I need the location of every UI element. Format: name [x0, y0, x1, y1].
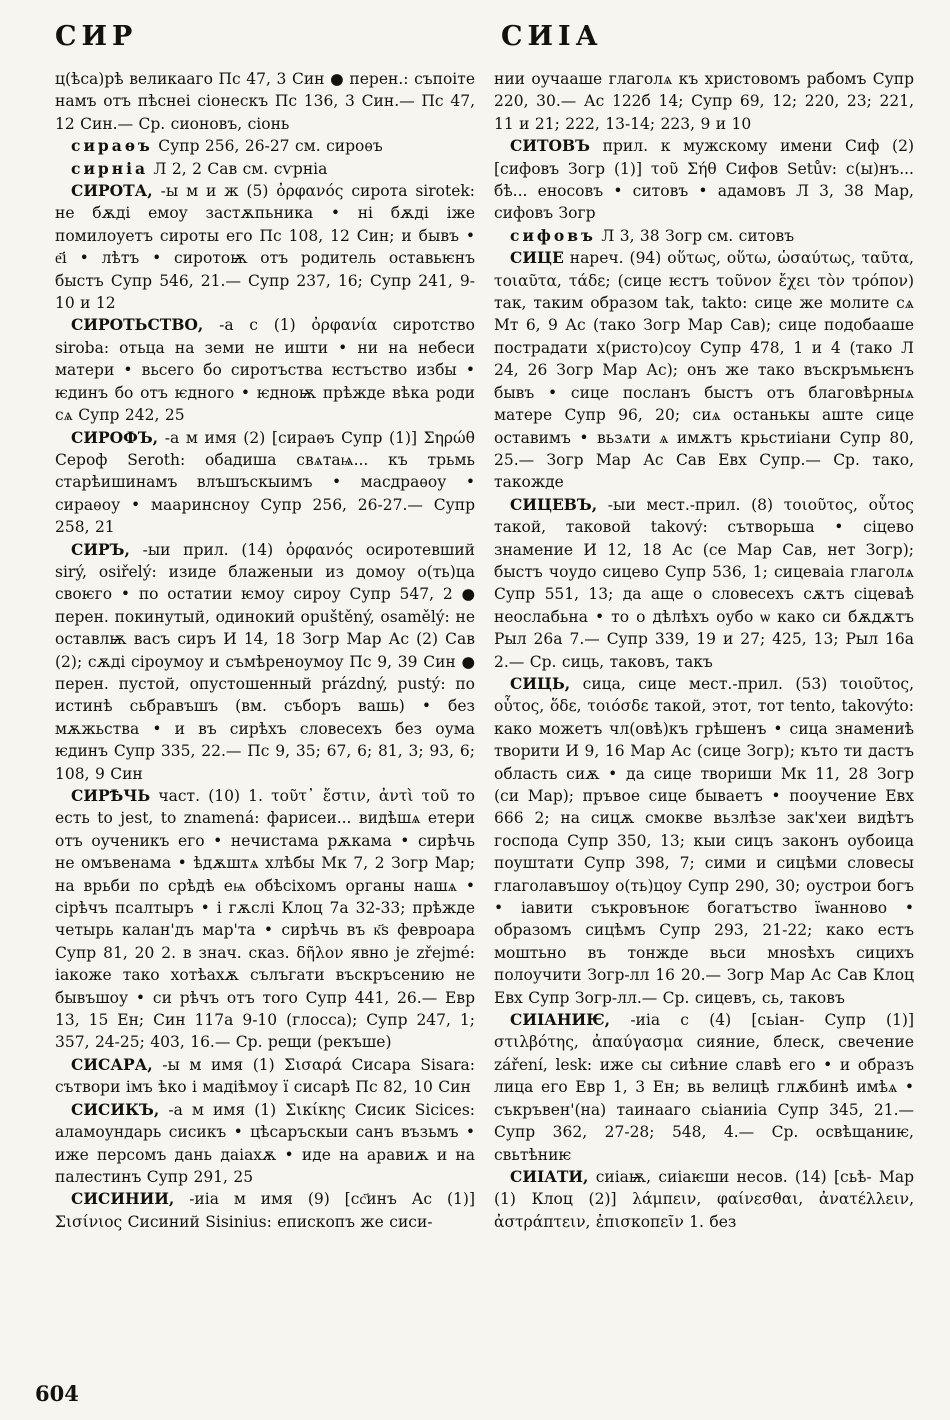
entry-continuation [55, 68, 475, 135]
entry-body: -иіа м имя (9) [сс҃инъ Ас (1)] Σισίνιος Сисиний Sisinius: епископъ же сиси- [55, 1190, 475, 1231]
headword: СИСАРА, [71, 1054, 153, 1074]
headword: СИСИКЪ, [71, 1099, 160, 1119]
headword: СИІАНИѤ, [510, 1010, 611, 1030]
headword: СИРОТА, [71, 181, 153, 201]
dictionary-entry [55, 1188, 475, 1233]
left-column [55, 68, 475, 1233]
dictionary-entry [494, 1166, 914, 1233]
entry-body: -а с (1) ὀρφανία сиротство siroba: отьца на земи не ишти • ни на небеси матери • вьсего бо сиротъства ѥстъство избы • ѥдинъ бо отъ ѥдного • ѥдноѭ прѣжде вѣка роди сѧ Супр 242, 25 [55, 316, 475, 425]
entry-body: -ы м имя (1) Σισαρά Сисара Sisara: сътвори імъ ѣко і мадіѣмоу ї сисарѣ Пс 82, 10 Син [55, 1055, 475, 1097]
page-number: 604 [35, 1381, 79, 1406]
dictionary-entry [55, 427, 475, 539]
dictionary-entry [494, 673, 914, 1009]
running-heads [55, 22, 914, 52]
headword: сираѳъ [71, 136, 153, 156]
entry-body: нии оучааше глаголѧ къ христовомъ рабомъ Супр 220, 30.— Ас 122б 14; Супр 69, 12; 220, 23; 221, 11 и 21; 222, 13-14; 223, 9 и 10 [494, 70, 914, 133]
headword: СИРѢЧЬ [71, 786, 151, 805]
entry-body: прил. к мужскому имени Сиф (2) [сифовъ Зогр (1)] τοῦ Σήθ Сифов Setův: с(ы)нъ... бѣ... еносовъ • ситовъ • адамовъ Л 3, 38 Мар, сифовъ Зогр [494, 137, 914, 223]
dictionary-entry [494, 247, 914, 493]
headword: СИЦЕВЪ, [510, 494, 598, 514]
running-head-right: СИІА [501, 21, 603, 52]
dictionary-entry [55, 158, 475, 180]
dictionary-entry [494, 1009, 914, 1166]
headword: сирніа [71, 158, 149, 178]
entry-body: -ы м и ж (5) ὀρφανός сирота sirotek: не бѫді емоу застѫпьника • ні бѫді іже помилоуетъ сироты его Пс 108, 12 Син; и бывъ • е҃і • лѣтъ • сиротоѭ отъ родитель оставьѥнъ быстъ Супр 546, 21.— Супр 237, 16; Супр 241, 9-10 и 12 [55, 182, 475, 313]
dictionary-entry [55, 314, 475, 426]
headword: СИІАТИ, [510, 1166, 589, 1186]
running-head-left: СИР [55, 21, 138, 52]
dictionary-entry [55, 1054, 475, 1099]
dictionary-entry [494, 494, 914, 673]
entry-body: Л 2, 2 Сав см. сѵрніа [153, 159, 328, 178]
headword: СИРОФЪ, [71, 427, 159, 447]
dictionary-entry [55, 785, 475, 1054]
dictionary-entry [55, 539, 475, 785]
entry-continuation [494, 68, 914, 135]
headword: СИЦЬ, [510, 673, 571, 693]
entry-body: ц(ѣса)рѣ великааго Пс 47, 3 Син ● перен.: съпоіте намъ отъ пѣснеі сіонескъ Пс 136, 3 Син.— Пс 47, 12 Син.— Ср. сионовъ, сіонь [55, 70, 475, 133]
entry-body: Л 3, 38 Зогр см. ситовъ [601, 226, 795, 245]
entry-body: сица, сице мест.-прил. (53) τοιοῦτος, οὗτος, ὅδε, τοιόσδε такой, этот, тот tento, takovýto: како можетъ чл(овѣ)къ грѣшенъ • сица знамениѣ творити И 9, 16 Мар Ас (сице Зогр); къто ти дастъ область сиѫ • да сице твориши Мк 11, 28 Зогр (си Мар); пръвое сице бываетъ • пооучение Евх 666 2; на сицѫ смокве вьзлѣзе зак'хеи видѣтъ господа Супр 350, 13; кыи сицъ законъ оубоица поуштати Супр 398, 7; сими и сицѣми словесы глаголавъшоу о(ть)цоу Супр 290, 30; оустрои богъ • іавити съкровъноѥ богатъство їѡанново • образомъ сицѣмъ Супр 293, 21-22; како естъ моштьно въ тонжде вьси мноѕѣхъ сицихъ полоучити Зогр-лл 16 20.— Зогр Мар Ас Сав Клоц Евх Супр Зогр-лл.— Ср. сицевъ, сь, таковъ [494, 674, 914, 1007]
dictionary-entry [55, 1099, 475, 1189]
headword: СИРЪ, [71, 539, 130, 559]
entry-body: -ыи мест.-прил. (8) τοιοῦτος, οὗτος такой, таковой takový: сътворьша • сіцево знамение И 12, 18 Ас (се Мар Сав, нет Зогр); быстъ чоудо сицево Супр 536, 1; сицеваіа глаголѧ Супр 551, 13; да аще о словесехъ сѫтъ сіцеваѣ неослабьна • то о дѣлѣхъ оубо ѡ како си бѫдѫтъ Рыл 26а 7.— Супр 339, 19 и 27; 425, 13; Рыл 16а 2.— Ср. сиць, таковъ, такъ [494, 495, 914, 671]
text-columns [55, 68, 914, 1233]
headword: СИЦЕ [510, 248, 564, 268]
dictionary-entry [494, 225, 914, 247]
headword: СИТОВЪ [510, 136, 590, 156]
entry-body: част. (10) 1. τοῦτ᾽ ἔστιν, ἀντὶ τοῦ то есть to jest, to znamená: фарисеи... видѣшѧ етери отъ оученикъ его • нечистама рѫкама • сирѣчь не омъвенама • ѣдѫштѧ хлѣбы Мк 7, 2 Зогр Мар; на врьби по срѣдѣ еѩ обѣсіхомъ органы нашѧ • сірѣчъ псалтыръ • і гѫслі Клоц 7а 32-33; прѣжде четырь калан'дъ мар'та • сирѣчь въ к҃ѕ февроара Супр 81, 20 2. в знач. сказ. δῆλον явно je zřejmé: іакоже тако хотѣахѫ сълъгати въскръсению не бывъшоу • си рѣчъ отъ того Супр 441, 26.— Евр 13, 15 Ен; Син 117а 9-10 (глосса); Супр 247, 1; 357, 24-25; 403, 16.— Ср. рещи (рекъше) [55, 787, 475, 1052]
headword: СИСИНИИ, [71, 1189, 175, 1209]
entry-body: Супр 256, 26-27 см. сироѳъ [158, 137, 383, 156]
right-column [494, 68, 914, 1233]
dictionary-entry [55, 135, 475, 157]
entry-body: -а м имя (2) [сираѳъ Супр (1)] Σηρώθ Сероф Seroth: обадиша свѧтаѩ... къ трьмь старѣишинамъ влъшъскыимъ • масдраѳоу • сираѳоу • мааринсноу Супр 256, 26-27.— Супр 258, 21 [55, 428, 475, 537]
entry-body: сиіаѭ, сиіаѥши несов. (14) [сьѣ- Мар (1) Клоц (2)] λάμπειν, φαίνεσθαι, ἀνατέλλειν, ἀστράπτειν, ἐπισκοπεῖν 1. без [494, 1167, 915, 1231]
dictionary-entry [55, 180, 475, 314]
headword: сифовъ [510, 225, 596, 245]
entry-body: -а м имя (1) Σικίκης Сисик Sicices: аламоундарь сисикъ • цѣсаръскыи санъ възьмъ • иже персомъ дань даіахѫ • иде на аравиѫ и на палестинъ Супр 291, 25 [55, 1100, 475, 1186]
entry-body: -иіа с (4) [сьіан- Супр (1)] στιλβότης, ἀπαύγασμα сияние, блеск, свечение záření, lesk: иже сы сиѣние славѣ его • и образъ лица его Евр 1, 3 Ен; вь велицѣ глѫбинѣ имѣѧ • съкръвен'(на) таинааго сьіаниіа Супр 345, 21.— Супр 362, 27-28; 548, 4.— Ср. освѣщаниѥ, свьтѣниѥ [494, 1011, 914, 1164]
dictionary-entry [494, 135, 914, 225]
entry-body: нареч. (94) οὕτως, οὕτω, ὡσαύτως, ταῦτα, τοιαῦτα, τάδε; (сице ѥстъ τοῦνον ἔχει τὸν τρόπον) так, таким образом tak, takto: сице же молите сѧ Мт 6, 9 Ас (тако Зогр Мар Сав); сице подобааше пострадати х(ристо)соу Супр 478, 1 и 4 (тако Л 24, 26 Зогр Мар Ас); онъ же тако въскръмьѥнъ бывъ • сице посланъ быстъ отъ благовѣрныѧ матере Супр 96, 20; сиѧ останькы аште сице оставимъ • вьзѧти ѧ имѫтъ крьстиіани Супр 80, 25.— Зогр Мар Ас Сав Евх Супр.— Ср. тако, такожде [494, 249, 914, 492]
entry-body: -ыи прил. (14) ὀρφανός осиротевший sirý, osiřelý: изиде блаженыи из домоу о(ть)ца своѥго • по остатии ѥмоу сироу Супр 547, 2 ● перен. покинутый, одинокий opuštěný, osamělý: не оставлѭ васъ сиръ И 14, 18 Зогр Мар Ас (2) Сав (2); сѫді сіроумоу и съмѣреноумоу Пс 9, 39 Син ● перен. пустой, опустошенный prázdný, pustý: по истинѣ сьбравъшъ (вм. съборъ вашь) • без мѫжьства • и въ сирѣхъ словесехъ без оума ѥдинъ Супр 335, 22.— Пс 9, 35; 67, 6; 81, 3; 93, 6; 108, 9 Син [55, 540, 475, 783]
headword: СИРОТЬСТВО, [71, 315, 204, 335]
